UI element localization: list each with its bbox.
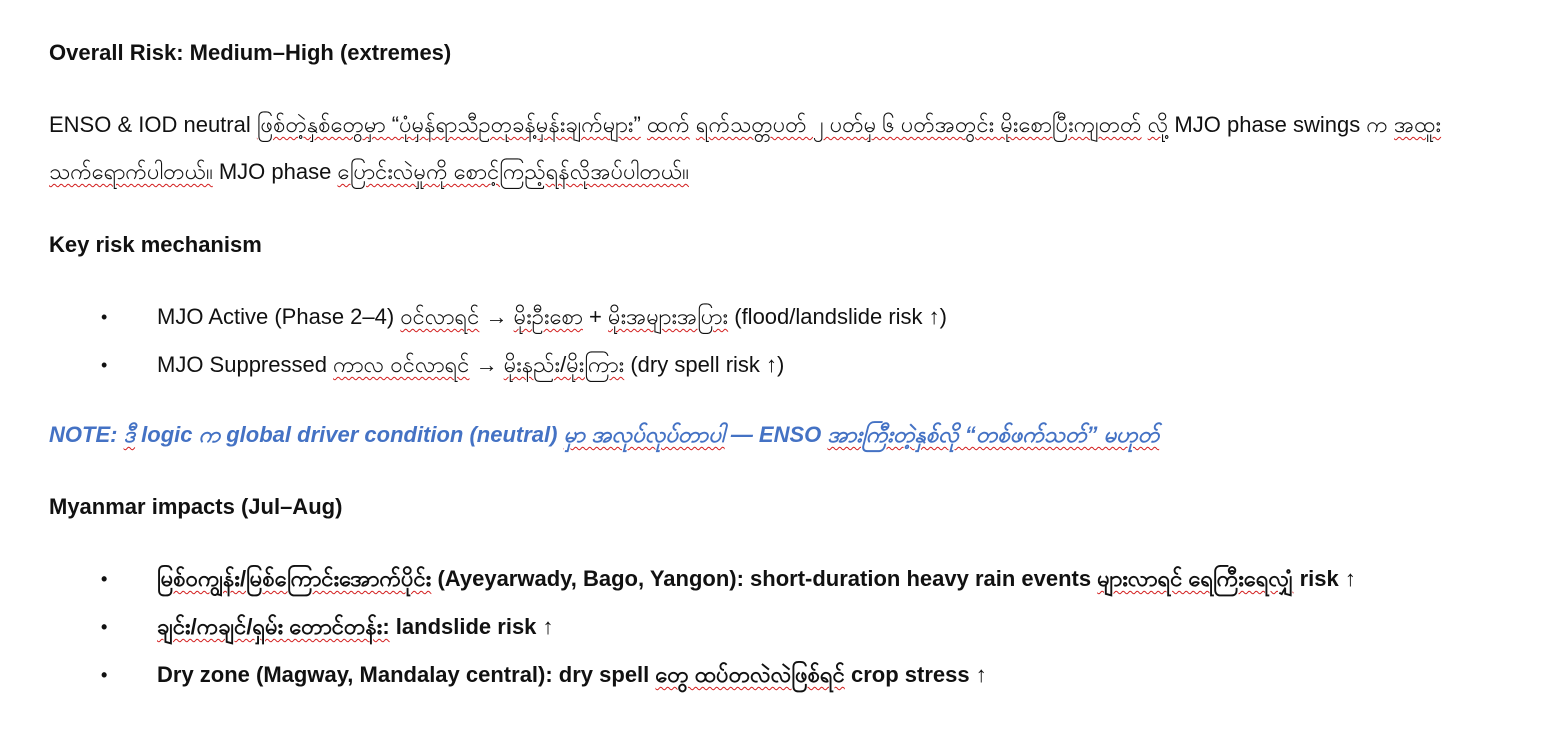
list-item-text — [157, 612, 554, 642]
myanmar-impacts-heading: Myanmar impacts (Jul–Aug) — [49, 494, 343, 519]
list-item-text — [157, 302, 947, 332]
note-line — [49, 420, 1159, 450]
para-text: MJO phase — [212, 159, 338, 184]
para-burmese-text: ရက်သတ္တပတ် ၂ ပတ်မှ ၆ ပတ်အတွင်း မိုးစောပြီးကျတတ် — [695, 112, 1142, 137]
bullet-icon: • — [101, 355, 108, 375]
para-burmese-text: ဖြစ်တဲ့နှစ်တွေမှာ “ပုံမှန်ရာသီဥတုခန့်မှန်းချက်များ” — [256, 112, 641, 137]
note-text: logic က global driver condition (neutral) — [135, 422, 564, 447]
text-run: → — [479, 304, 514, 329]
text-run: MJO Active (Phase 2–4) — [157, 304, 401, 329]
note-text: NOTE: — [49, 422, 124, 447]
bullet-icon: • — [101, 617, 108, 637]
burmese-run: မိုးနည်း/မိုးကြား — [503, 352, 625, 377]
text-run: + — [582, 304, 609, 329]
burmese-run: ဝင်လာရင် — [400, 304, 480, 329]
list-item-text — [157, 564, 1356, 594]
note-burmese-text: ဒီ — [123, 422, 136, 447]
bullet-icon: • — [101, 569, 108, 589]
para-burmese-text: ပြောင်းလဲမှုကို စောင့်ကြည့်ရန်လိုအပ်ပါတယ်။ — [337, 159, 689, 184]
text-run: landslide risk ↑ — [389, 614, 554, 639]
text-run: (dry spell risk ↑) — [624, 352, 785, 377]
bullet-icon: • — [101, 665, 108, 685]
list-item-text — [157, 660, 987, 690]
text-run: MJO Suppressed — [157, 352, 334, 377]
list-item-text — [157, 350, 784, 380]
para-text: ENSO & IOD neutral — [49, 112, 257, 137]
note-text: — ENSO — [724, 422, 828, 447]
note-burmese-text: အားကြီးတဲ့နှစ်လို “တစ်ဖက်သတ်” မဟုတ် — [827, 422, 1160, 447]
text-run: (flood/landslide risk ↑) — [728, 304, 947, 329]
burmese-run: တွေ ထပ်တလဲလဲဖြစ်ရင် — [655, 662, 845, 687]
para-text: MJO phase swings က — [1168, 112, 1395, 137]
burmese-run: မိုးအများအပြား — [608, 304, 729, 329]
text-run: (Ayeyarwady, Bago, Yangon): short-duration heavy rain events — [431, 566, 1098, 591]
text-run: → — [469, 352, 504, 377]
para-burmese-text: ထက် — [646, 112, 690, 137]
para-burmese-text: လို့ — [1147, 112, 1169, 137]
text-run: Dry zone (Magway, Mandalay central): dry spell — [157, 662, 656, 687]
text-run: crop stress ↑ — [844, 662, 987, 687]
burmese-run: ချင်း/ကချင်/ရှမ်း တောင်တန်း: — [157, 614, 390, 639]
text-run: risk ↑ — [1293, 566, 1356, 591]
key-risk-heading: Key risk mechanism — [49, 232, 262, 257]
para-burmese-text: အထူးသက်ရောက်ပါတယ်။ — [49, 112, 1442, 184]
burmese-run: ကာလ ဝင်လာရင် — [333, 352, 470, 377]
bullet-icon: • — [101, 307, 108, 327]
overall-risk-paragraph — [49, 101, 1479, 195]
burmese-run: မိုးဦးစော — [513, 304, 583, 329]
burmese-run: များလာရင် ရေကြီးရေလျှံ — [1097, 566, 1294, 591]
note-burmese-text: မှာ အလုပ်လုပ်တာပါ — [563, 422, 725, 447]
overall-risk-heading: Overall Risk: Medium–High (extremes) — [49, 40, 452, 65]
burmese-run: မြစ်ဝကျွန်း/မြစ်ကြောင်းအောက်ပိုင်း — [157, 566, 432, 591]
